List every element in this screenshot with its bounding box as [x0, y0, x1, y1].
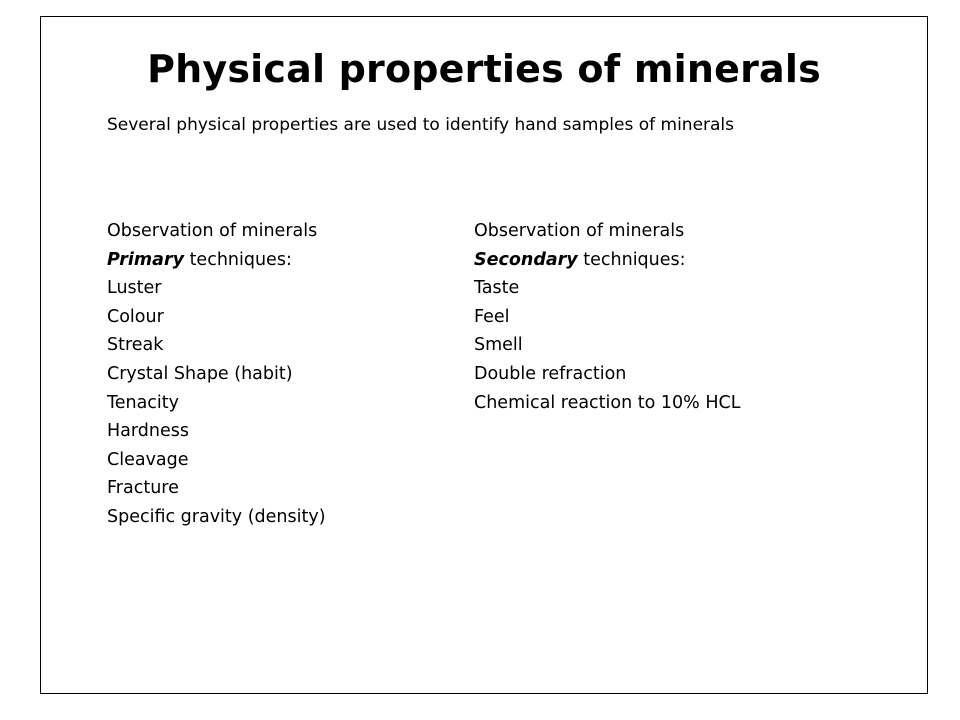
secondary-item: Chemical reaction to 10% HCL [474, 392, 741, 413]
primary-techniques-column [107, 217, 326, 532]
primary-item: Colour [107, 306, 164, 327]
secondary-item: Smell [474, 335, 523, 356]
slide-frame [40, 16, 928, 694]
primary-item: Tenacity [107, 392, 179, 413]
secondary-item: Taste [474, 278, 520, 299]
secondary-heading: Observation of minerals [474, 221, 685, 241]
primary-label-rest: techniques: [184, 249, 292, 270]
primary-label [107, 246, 326, 275]
secondary-label-bold: Secondary [474, 249, 578, 270]
primary-label-bold: Primary [107, 249, 184, 270]
secondary-item: Feel [474, 306, 510, 327]
slide-subtitle: Several physical properties are used to identify hand samples of minerals [107, 115, 735, 135]
primary-item: Crystal Shape (habit) [107, 363, 293, 384]
primary-heading: Observation of minerals [107, 221, 318, 241]
primary-item: Cleavage [107, 449, 189, 470]
primary-item: Luster [107, 278, 162, 299]
secondary-item: Double refraction [474, 363, 627, 384]
primary-item: Fracture [107, 478, 179, 499]
secondary-label-rest: techniques: [577, 249, 686, 270]
primary-item: Specific gravity (density) [107, 506, 326, 527]
primary-item: Hardness [107, 421, 189, 442]
slide-title: Physical properties of minerals [147, 47, 821, 91]
secondary-label [474, 246, 740, 275]
primary-item: Streak [107, 335, 164, 356]
secondary-techniques-column [474, 217, 740, 417]
